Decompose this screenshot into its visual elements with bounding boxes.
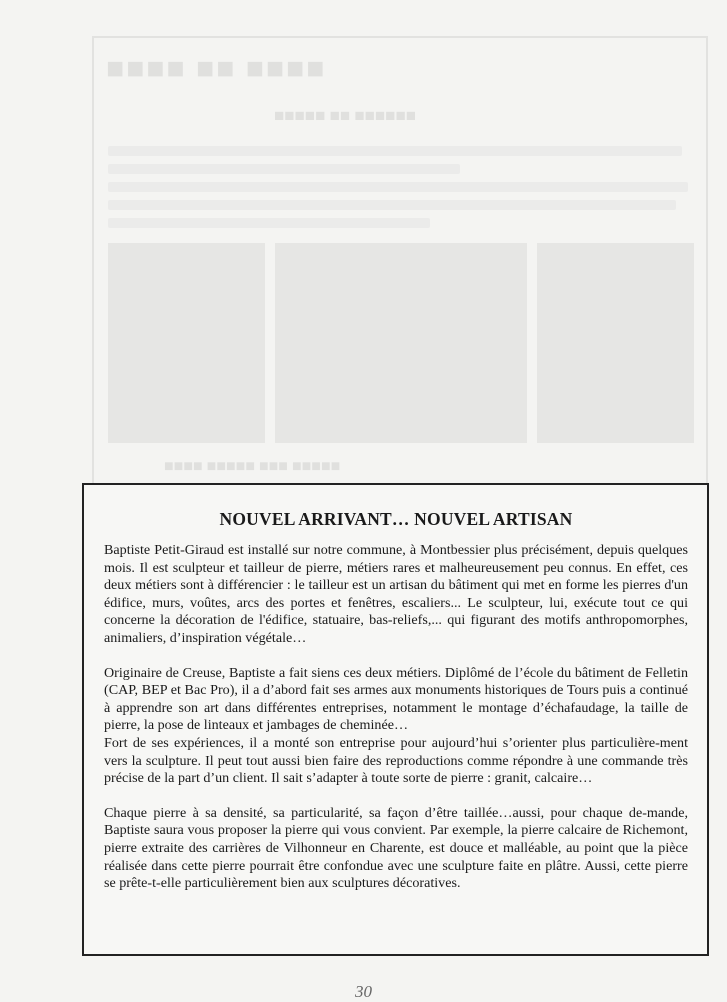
article-box [82,483,709,956]
ghost-caption: ■■■■ ■■■■■ ■■■ ■■■■■ [164,458,341,475]
ghost-subheading: ■■■■■ ■■ ■■■■■■ [274,106,416,125]
article-paragraph: Originaire de Creuse, Baptiste a fait siens ces deux métiers. Diplômé de l’école du bâtiment de Felletin (CAP, BEP et Bac Pro), il a d’abord fait ses armes aux monuments historiques de Tours puis a continué à apprendre son art dans différentes entreprises, notamment le montage d’échafaudage, la taille de pierre, la pose de linteaux et jambages de cheminée… [104,664,688,734]
page-number: 30 [355,982,372,1001]
article-title: NOUVEL ARRIVANT… NOUVEL ARTISAN [219,509,573,529]
ghost-text-lines [108,138,694,236]
ghost-heading: ■■■■ ■■ ■■■■ [106,52,327,85]
article-paragraph: Baptiste Petit-Giraud est installé sur notre commune, à Montbessier plus précisément, depuis quelques mois. Il est sculpteur et tailleur de pierre, métiers rares et malheureusement peu connus. En effet, ces deux métiers sont à différencier : le tailleur est un artisan du bâtiment qui met en forme les pierres d'un édifice, murs, voûtes, arcs des portes et fenêtres, escaliers... Le sculpteur, lui, exécute tout ce qui concerne la décoration de l'édifice, statuaire, bas-reliefs,... qui figurant des motifs anthropomorphes, animaliers, d’inspiration végétale… [104,542,688,646]
ghost-photos [108,243,694,443]
article-paragraph: Fort de ses expériences, il a monté son entreprise pour aujourd’hui s’orienter plus particulière-ment vers la sculpture. Il peut tout aussi bien faire des reproductions comme répondre à une commande très précise de la part d’un client. Il sait s’adapter à toute sorte de pierre : granit, calcaire… [104,734,688,787]
article-paragraph: Chaque pierre à sa densité, sa particularité, sa façon d’être taillée…aussi, pour chaque de-mande, Baptiste saura vous proposer la pierre qui vous convient. Par exemple, la pierre calcaire de Richemont, pierre extraite des carrières de Vilhonneur en Charente, est douce et malléable, au point que la pièce réalisée dans cette pierre pourrait être confondue avec une sculpture faite en plâtre. Aussi, cette pierre se prête-t-elle particulièrement bien aux sculptures décoratives. [104,804,688,892]
